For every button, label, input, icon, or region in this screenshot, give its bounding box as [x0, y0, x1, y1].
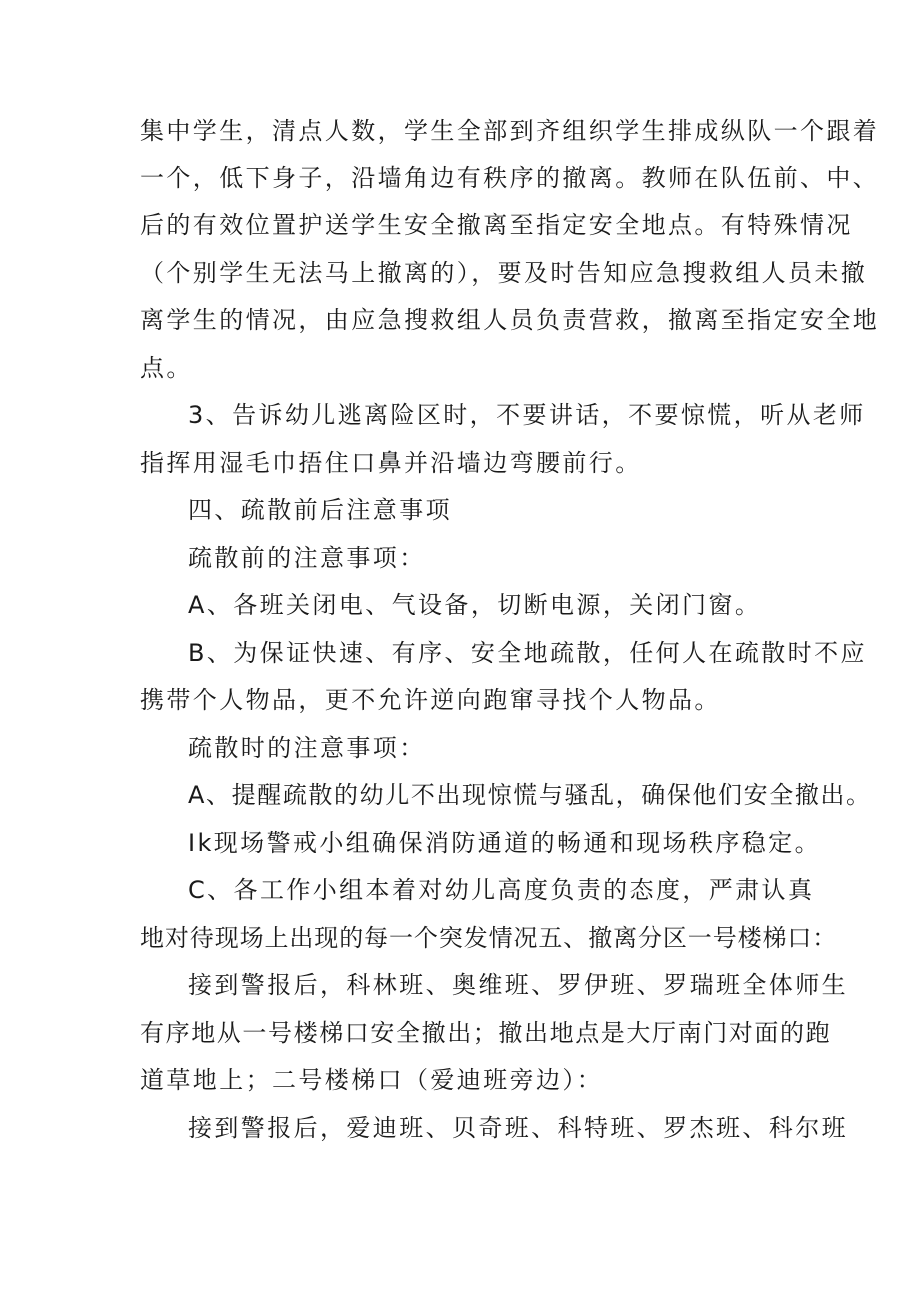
subheading: 疏散时的注意事项： [188, 734, 426, 762]
paragraph-line: 接到警报后，爱迪班、贝奇班、科特班、罗杰班、科尔班 [188, 1114, 848, 1142]
paragraph-line: （个别学生无法马上撤离的），要及时告知应急搜救组人员未撤 [140, 259, 868, 287]
paragraph-line: 地对待现场上出现的每一个突发情况五、撤离分区一号楼梯口： [140, 924, 838, 952]
paragraph-line: 后的有效位置护送学生安全撤离至指定安全地点。有特殊情况 [140, 211, 853, 239]
paragraph-line: A、提醒疏散的幼儿不出现惊慌与骚乱，确保他们安全撤出。 [188, 781, 872, 809]
paragraph-line: 集中学生，清点人数，学生全部到齐组织学生排成纵队一个跟着 [140, 117, 880, 145]
paragraph-line: B、为保证快速、有序、安全地疏散，任何人在疏散时不应 [188, 639, 867, 667]
paragraph-line: 携带个人物品，更不允许逆向跑窜寻找个人物品。 [140, 686, 721, 714]
section-heading: 四、疏散前后注意事项 [188, 496, 452, 524]
paragraph-line: 点。 [140, 354, 193, 382]
subheading: 疏散前的注意事项： [188, 544, 426, 572]
paragraph-line: A、各班关闭电、气设备，切断电源，关闭门窗。 [188, 591, 762, 619]
paragraph-line: 指挥用湿毛巾捂住口鼻并沿墙边弯腰前行。 [140, 449, 642, 477]
paragraph-line: 道草地上；二号楼梯口（爱迪班旁边）： [140, 1066, 604, 1094]
paragraph-line: 一个，低下身子，沿墙角边有秩序的撤离。教师在队伍前、中、 [140, 164, 880, 192]
paragraph-line: 有序地从一号楼梯口安全撤出；撤出地点是大厅南门对面的跑 [140, 1019, 832, 1047]
paragraph-line: 接到警报后，科林班、奥维班、罗伊班、罗瑞班全体师生 [188, 971, 848, 999]
paragraph-line: 离学生的情况，由应急搜救组人员负责营救，撤离至指定安全地 [140, 306, 880, 334]
paragraph-line: 3、告诉幼儿逃离险区时，不要讲话，不要惊慌，听从老师 [188, 401, 866, 429]
paragraph-line: Ik现场警戒小组确保消防通道的畅通和现场秩序稳定。 [188, 829, 821, 857]
paragraph-line: C、各工作小组本着对幼儿高度负责的态度，严肃认真 [188, 876, 815, 904]
